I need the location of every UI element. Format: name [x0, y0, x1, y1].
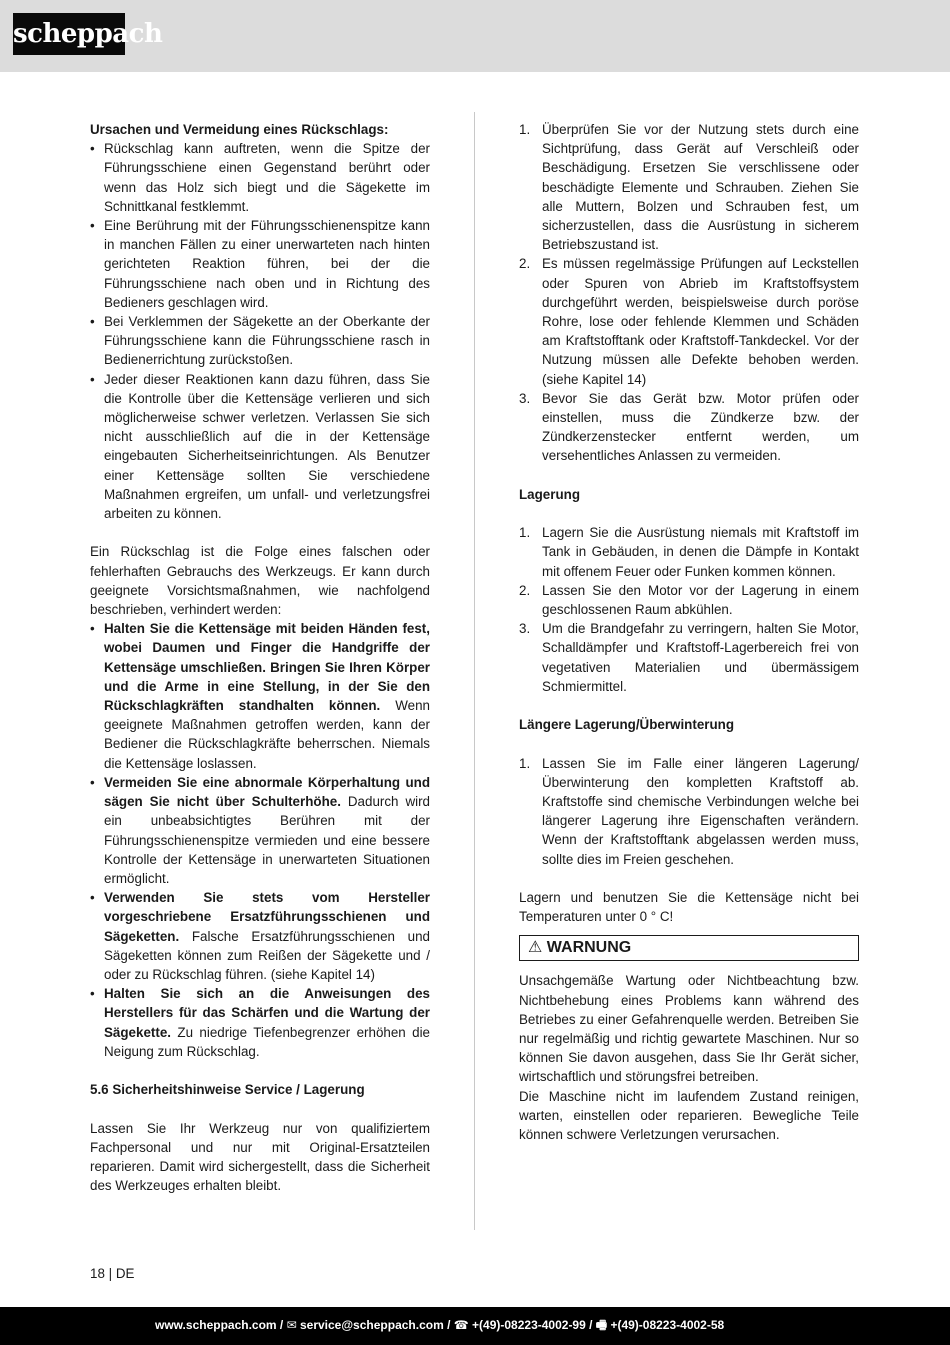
body-text: Zu niedrige Tiefenbegrenzer erhöhen die Neigung zum Rückschlag.	[104, 1024, 430, 1059]
list-item	[519, 389, 859, 466]
paragraph: Lagern und benutzen Sie die Kettensäge nicht bei Temperaturen unter 0 ° C!	[519, 890, 859, 925]
storage-list	[519, 523, 859, 696]
list-item	[90, 619, 430, 773]
list-item: • Rückschlag kann auftreten, wenn die Spitze der Führungsschiene einen Gegenstand berührt oder wenn das Holz sich biegt und die Sägekette im Schnittkanal festklemmt.	[90, 139, 430, 216]
precautions-list	[90, 619, 430, 1061]
warning-box: ⚠ WARNUNG	[519, 935, 859, 961]
list-number: 1.	[519, 755, 531, 771]
body-text: Um die Brandgefahr zu verringern, halten Sie Motor, Schalldämpfer und Kraftstoff-Lagerbereich frei von vegetativen Materialien und übermässigem Schmiermittel.	[542, 621, 859, 694]
body-text: Es müssen regelmässige Prüfungen auf Leckstellen oder Spuren von Abrieb im Kraftstoffsystem durchgeführt werden, beispielsweise durch poröse Rohre, lose oder fehlende Klemmen und Schäden am Kraftstofftank oder Kraftstoff-Tankdeckel. Vor der Nutzung müssen alle Defekte behoben werden. (siehe Kapitel 14)	[542, 256, 859, 387]
list-item	[90, 773, 430, 888]
brand-logo: scheppach	[13, 13, 125, 55]
bold-text: Halten Sie sich an die Anweisungen des Herstellers für das Schärfen und die Wartung der Sägekette.	[104, 986, 430, 1040]
bold-text: Halten Sie die Kettensäge mit beiden Händen fest, wobei Daumen und Finger die Handgriffe der Kettensäge umschließen. Bringen Sie Ihren Körper und die Arme in eine Stellung, in der Sie den Rückschlagkräften standhalten können.	[104, 621, 430, 714]
heading-storage: Lagerung	[519, 486, 581, 502]
paragraph: Die Maschine nicht im laufendem Zustand reinigen, warten, einstellen oder reparieren. Bewegliche Teile können schwere Verletzungen verursachen.	[519, 1088, 859, 1143]
left-column	[90, 120, 430, 1195]
heading-long-storage: Längere Lagerung/Überwinterung	[519, 717, 735, 733]
body-text: Wenn geeignete Maßnahmen getroffen werden, kann der Bediener die Rückschlagkräfte beherrschen. Niemals die Kettensäge loslassen.	[104, 698, 430, 771]
body-text: Lassen Sie den Motor vor der Lagerung in einem geschlossenen Raum abkühlen.	[542, 582, 859, 618]
service-list	[519, 120, 859, 466]
body-text: Dadurch wird ein unbeabsichtigtes Berühren mit der Führungsschienenspitze vermieden und eine bessere Kontrolle der Kettensäge in unerwarteten Situationen ermöglicht.	[104, 794, 431, 886]
list-item	[519, 619, 859, 696]
list-item	[519, 523, 859, 581]
right-column	[519, 120, 859, 1144]
list-number: 1.	[519, 525, 531, 541]
paragraph: Ein Rückschlag ist die Folge eines falschen oder fehlerhaften Gebrauchs des Werkzeugs. Er kann durch geeignete Vorsichtsmaßnahmen, wie nachfolgend beschrieben, verhindert werden:	[90, 544, 430, 618]
body-text: Überprüfen Sie vor der Nutzung stets durch eine Sichtprüfung, dass Gerät auf Verschleiß oder Beschädigung. Ersetzen Sie verschlissene oder beschädigte Elemente und Schrauben. Ziehen Sie alle Muttern, Bolzen und Schrauben fest, um sicherzustellen, dass die Ausrüstung in sicherem Betriebszustand ist.	[542, 122, 859, 253]
list-item	[519, 254, 859, 388]
long-storage-list	[519, 754, 859, 869]
list-item	[519, 120, 859, 254]
body-text: Lassen Sie im Falle einer längeren Lagerung/ Überwinterung den kompletten Kraftstoff ab. Kraftstoffe sind chemische Verbindungen welche bei längerer Lagerung ihre Eigenschaften verändern. Wenn der Kraftstofftank abgelassen werden muss, sollte dies im Freien geschehen.	[542, 755, 859, 867]
header-bar	[0, 0, 950, 72]
contact-info: www.scheppach.com / ✉ service@scheppach.com / ☎ +(49)-08223-4002-99 / 🖷 +(49)-08223-4002-58	[155, 1318, 725, 1332]
list-item	[90, 984, 430, 1061]
list-item: • Eine Berührung mit der Führungsschienenspitze kann in manchen Fällen zu einer unerwarteten nach hinten gerichteten Reaktion führen, bei der die Führungsschiene nach oben und in Richtung des Bedieners geschlagen wird.	[90, 216, 430, 312]
kickback-causes-list	[90, 139, 430, 523]
body-text: Lagern Sie die Ausrüstung niemals mit Kraftstoff im Tank in Gebäuden, in denen die Dämpfe in Kontakt mit offenem Feuer oder Funken kommen können.	[542, 525, 859, 579]
paragraph: Lassen Sie Ihr Werkzeug nur von qualifiziertem Fachpersonal und nur mit Original-Ersatzteilen reparieren. Damit wird sichergestellt, dass die Sicherheit des Werkzeuges erhalten bleibt.	[90, 1120, 430, 1194]
bold-text: Verwenden Sie stets vom Hersteller vorgeschriebene Ersatzführungsschienen und Sägeketten.	[104, 890, 430, 944]
list-number: 1.	[519, 122, 531, 137]
list-item	[519, 754, 859, 869]
list-number: 3.	[519, 390, 531, 406]
page-number: 18 | DE	[90, 1266, 135, 1281]
list-number: 2.	[519, 256, 531, 272]
list-number: 2.	[519, 582, 531, 598]
paragraph: Unsachgemäße Wartung oder Nichtbeachtung bzw. Nichtbehebung eines Problems kann während des Betriebes zu einer Gefahrenquelle werden. Betreiben Sie nur regelmäßig und richtig gewartete Maschinen. Nur so können Sie davon ausgehen, dass Sie Ihr Gerät sicher, wirtschaftlich und störungsfrei betreiben.	[519, 973, 859, 1085]
footer-bar	[0, 1307, 950, 1345]
list-item	[90, 888, 430, 984]
list-number: 3.	[519, 621, 531, 637]
body-text: Bevor Sie das Gerät bzw. Motor prüfen oder einstellen, muss die Zündkerze bzw. der Zündkerzenstecker entfernt werden, um versehentliches Anlassen zu vermeiden.	[542, 390, 859, 464]
body-text: Falsche Ersatzführungsschienen und Sägeketten können zum Reißen der Sägekette und / oder zu Rückschlag führen. (siehe Kapitel 14)	[104, 928, 430, 982]
bold-text: Vermeiden Sie eine abnormale Körperhaltung und sägen Sie nicht über Schulterhöhe.	[104, 774, 430, 810]
list-item	[519, 581, 859, 619]
heading-kickback: Ursachen und Vermeidung eines Rückschlags:	[90, 122, 389, 137]
list-item: • Jeder dieser Reaktionen kann dazu führen, dass Sie die Kontrolle über die Kettensäge verlieren und sich möglicherweise schwer verletzen. Verlassen Sie sich nicht ausschließlich auf die in der Kettensäge eingebauten Sicherheitseinrichtungen. Als Benutzer einer Kettensäge sollten Sie verschiedene Maßnahmen ergreifen, um unfall- und verletzungsfrei arbeiten zu können.	[90, 370, 430, 524]
heading-service: 5.6 Sicherheitshinweise Service / Lagerung	[90, 1082, 365, 1098]
list-item: • Bei Verklemmen der Sägekette an der Oberkante der Führungsschiene kann die Führungsschiene rasch in Bedienerrichtung zurückstoßen.	[90, 312, 430, 370]
column-divider	[474, 112, 475, 1230]
